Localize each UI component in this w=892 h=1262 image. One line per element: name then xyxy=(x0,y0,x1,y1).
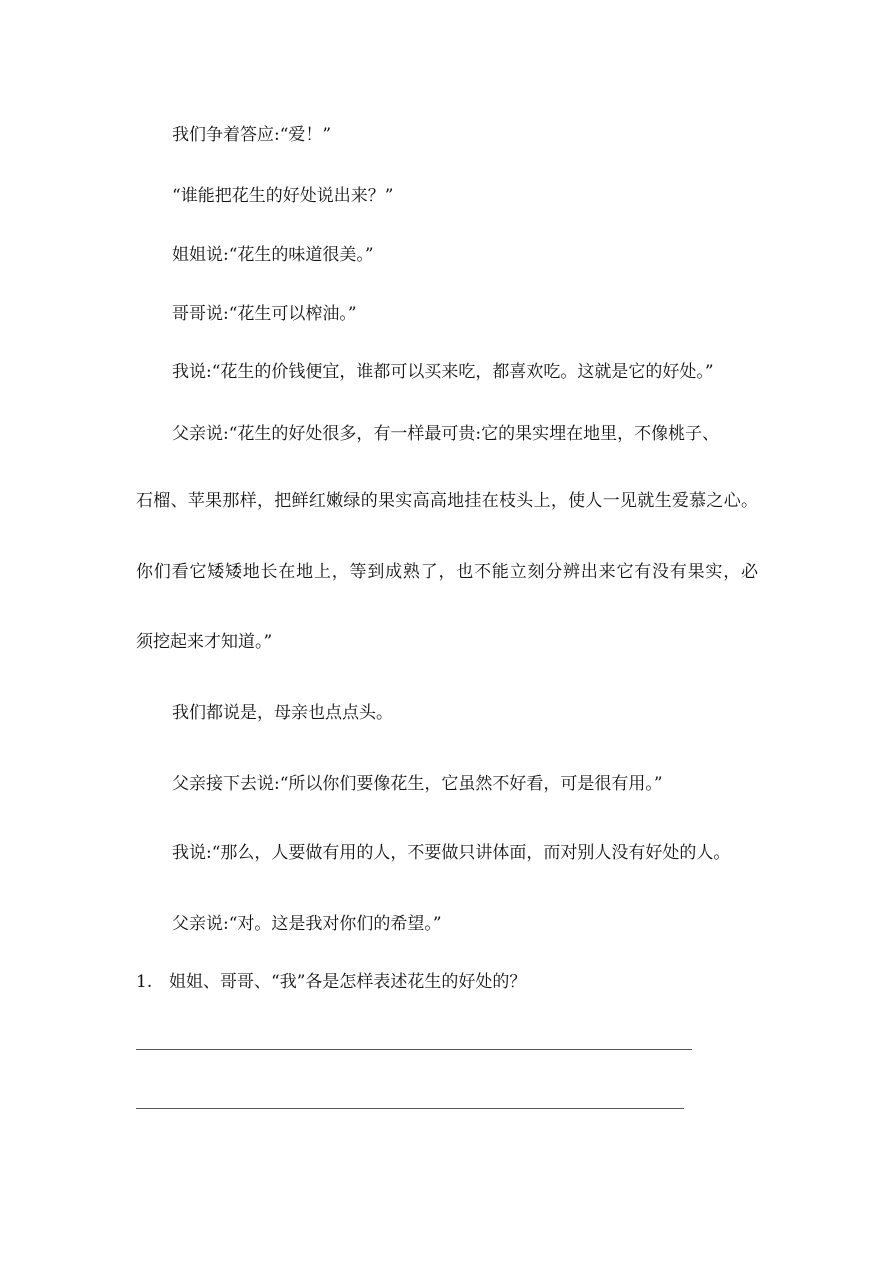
passage-line-6: 父亲说:“花生的好处很多，有一样最可贵:它的果实埋在地里，不像桃子、 xyxy=(172,424,720,444)
passage-line-5: 我说:“花生的价钱便宜，谁都可以买来吃，都喜欢吃。这就是它的好处。” xyxy=(172,362,714,382)
passage-line-1: 我们争着答应:“爱！” xyxy=(172,125,332,145)
passage-line-13: 父亲说:“对。这是我对你们的希望。” xyxy=(172,914,442,934)
question-1 xyxy=(136,972,526,992)
passage-line-3: 姐姐说:“花生的味道很美。” xyxy=(172,245,374,265)
passage-line-9: 须挖起来才知道。” xyxy=(136,632,273,652)
answer-line-1[interactable] xyxy=(136,1049,692,1050)
answer-line-2[interactable] xyxy=(136,1108,684,1109)
passage-line-11: 父亲接下去说:“所以你们要像花生，它虽然不好看，可是很有用。” xyxy=(172,774,663,794)
passage-line-12: 我说:“那么，人要做有用的人，不要做只讲体面，而对别人没有好处的人。 xyxy=(172,843,731,863)
passage-line-2: “谁能把花生的好处说出来？” xyxy=(172,186,394,206)
passage-line-7: 石榴、苹果那样，把鲜红嫩绿的果实高高地挂在枝头上，使人一见就生爱慕之心。 xyxy=(136,491,758,511)
passage-line-4: 哥哥说:“花生可以榨油。” xyxy=(172,304,357,324)
passage-line-10: 我们都说是，母亲也点点头。 xyxy=(172,703,393,723)
passage-line-8: 你们看它矮矮地长在地上，等到成熟了，也不能立刻分辨出来它有没有果实，必 xyxy=(136,562,758,582)
question-number: 1. xyxy=(136,972,153,992)
question-text: 姐姐、哥哥、“我”各是怎样表述花生的好处的？ xyxy=(169,972,527,992)
